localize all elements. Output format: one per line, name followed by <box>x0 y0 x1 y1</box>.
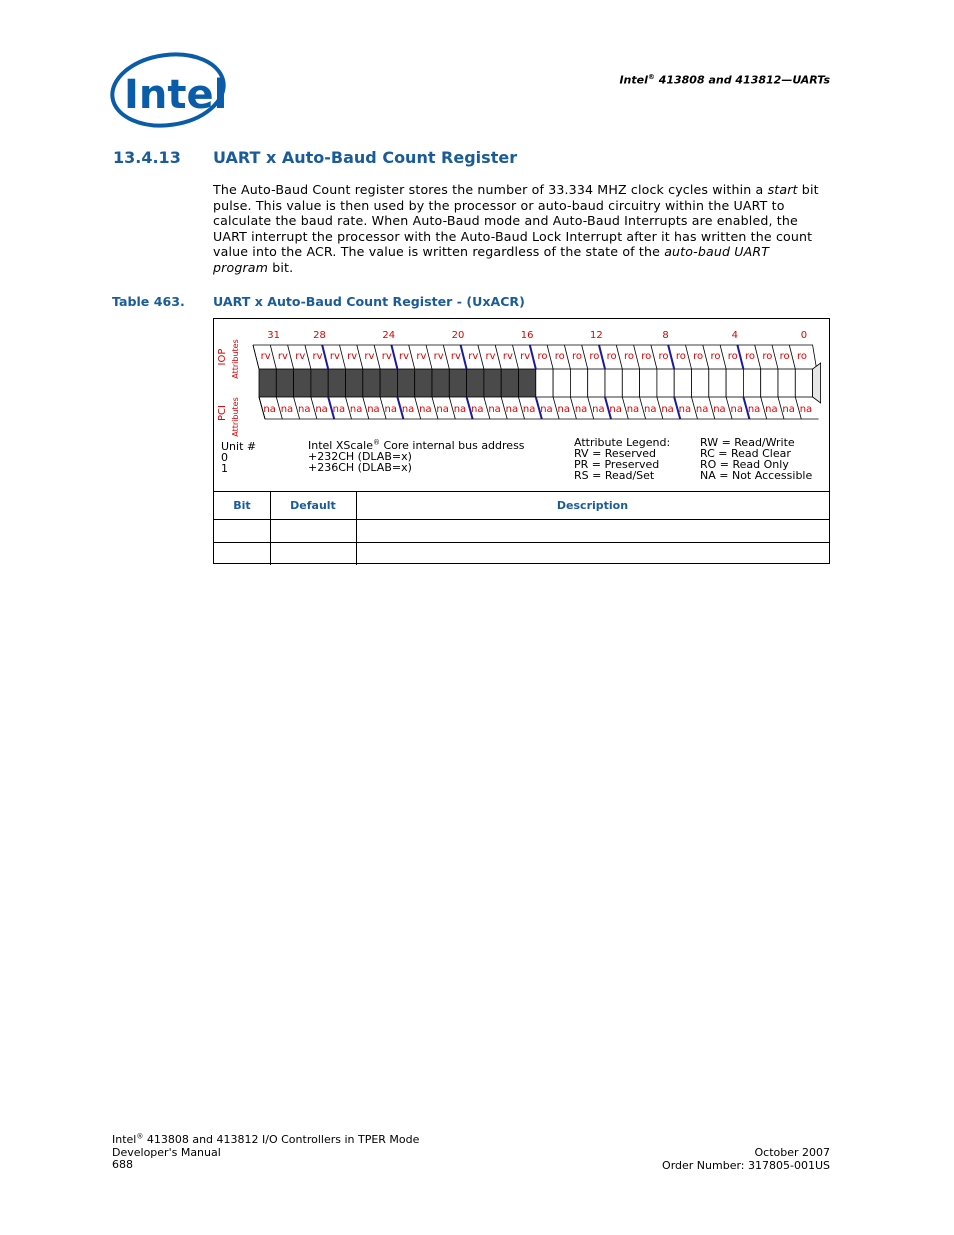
bit-cell <box>259 369 276 397</box>
iop-attribute: rv <box>312 351 323 362</box>
bit-connector-top <box>668 345 674 369</box>
bit-cell <box>397 369 414 397</box>
bit-cell <box>363 369 380 397</box>
bit-connector-top <box>564 345 570 369</box>
iop-attribute: ro <box>589 351 600 362</box>
bit-connector-top <box>634 345 640 369</box>
bit-connector-top <box>582 345 588 369</box>
iop-attribute: rv <box>364 351 375 362</box>
bit-connector-top <box>755 345 761 369</box>
bit-connector-top <box>409 345 415 369</box>
bit-connector-top <box>495 345 501 369</box>
pci-attribute: na <box>695 404 709 415</box>
address-legend: Intel XScale® Core internal bus address +232CH (DLAB=x) +236CH (DLAB=x) <box>308 438 525 474</box>
bit-number-label: 12 <box>589 330 603 341</box>
bit-cell <box>726 369 743 397</box>
pci-attribute: na <box>574 404 588 415</box>
iop-attribute: ro <box>745 351 756 362</box>
pci-attribute: na <box>349 404 363 415</box>
pci-attributes-label: Attributes <box>231 397 240 437</box>
bit-cell <box>346 369 363 397</box>
pci-attribute: na <box>401 404 415 415</box>
pci-attribute: na <box>678 404 692 415</box>
pci-attribute: na <box>367 404 380 415</box>
bit-connector-top <box>513 345 519 369</box>
bit-connector-top <box>374 345 380 369</box>
bit-connector-top <box>772 345 778 369</box>
pci-attribute: na <box>315 404 328 415</box>
bit-cell <box>484 369 501 397</box>
bit-cell <box>553 369 570 397</box>
pci-attribute: na <box>522 404 536 415</box>
bit-connector-top <box>737 345 743 369</box>
bit-number-label: 28 <box>313 330 326 341</box>
body-paragraph: The Auto-Baud Count register stores the number of 33.334 MHZ clock cycles within a start bit pulse. This value is then used by the processor or auto-baud circuitry within the UART to calculate the baud rate. When Auto-Baud mode and Auto-Baud Interrupts are enabled, the UART interrupt the processor with the Auto-Baud Lock Interrupt after it has written the count value into the ACR. The value is written regardless of the state of the auto-baud UART program bit. <box>213 182 819 275</box>
bit-connector-top <box>270 345 276 369</box>
pci-attribute: na <box>471 404 484 415</box>
bit-cell <box>432 369 449 397</box>
table-row-divider <box>214 542 829 543</box>
iop-attribute: ro <box>623 351 634 362</box>
bit-connector-top <box>426 345 432 369</box>
bit-connector-top <box>530 345 536 369</box>
pci-attribute: na <box>747 404 761 415</box>
pci-attribute: na <box>419 404 432 415</box>
bit-connector-top <box>616 345 622 369</box>
iop-attribute: ro <box>606 351 617 362</box>
column-header-default: Default <box>290 499 336 512</box>
iop-attribute: ro <box>727 351 738 362</box>
bit-number-label: 31 <box>267 330 281 341</box>
pci-attribute: na <box>540 404 553 415</box>
bit-cell <box>674 369 691 397</box>
bit-cell <box>795 369 812 397</box>
bit-cell <box>588 369 605 397</box>
bit-cell <box>449 369 466 397</box>
bit-connector-top <box>720 345 726 369</box>
bit-connector-top <box>288 345 294 369</box>
bit-cell <box>692 369 709 397</box>
bit-cell <box>415 369 432 397</box>
pci-attribute: na <box>592 404 605 415</box>
iop-attribute: rv <box>485 351 496 362</box>
bit-connector-top <box>253 345 259 369</box>
column-divider <box>270 491 271 565</box>
register-table <box>213 318 830 564</box>
bit-cell <box>501 369 518 397</box>
intel-logo-text: Intel <box>124 72 228 118</box>
pci-attribute: na <box>713 404 726 415</box>
iop-attribute: rv <box>399 351 410 362</box>
bit-connector-top <box>651 345 657 369</box>
iop-attribute: ro <box>710 351 721 362</box>
pci-label: PCI <box>217 405 228 421</box>
iop-attribute: ro <box>779 351 790 362</box>
footer-right: October 2007 Order Number: 317805-001US <box>662 1146 830 1172</box>
bit-cell <box>536 369 553 397</box>
bit-number-label: 4 <box>731 330 738 341</box>
iop-attribute: rv <box>450 351 461 362</box>
table-label: Table 463. <box>112 294 185 309</box>
bit-cell <box>294 369 311 397</box>
pci-attribute: na <box>557 404 570 415</box>
bit-number-label: 16 <box>520 330 534 341</box>
iop-attribute: rv <box>468 351 479 362</box>
bit-connector-top <box>443 345 449 369</box>
bit-cell <box>640 369 657 397</box>
pci-attribute: na <box>453 404 467 415</box>
column-header-bit: Bit <box>233 499 251 512</box>
table-caption <box>112 294 525 309</box>
iop-attribute: ro <box>537 351 548 362</box>
bit-connector-top <box>461 345 467 369</box>
pci-attribute: na <box>263 404 276 415</box>
pci-attribute: na <box>332 404 346 415</box>
bit-cell <box>328 369 345 397</box>
footer-left: Intel® 413808 and 413812 I/O Controllers in TPER Mode Developer's Manual 688 <box>112 1132 420 1171</box>
page-number: 688 <box>112 1158 133 1171</box>
iop-attribute: rv <box>295 351 306 362</box>
section-title: UART x Auto-Baud Count Register <box>213 148 518 167</box>
pci-attribute: na <box>609 404 622 415</box>
bit-cell <box>743 369 760 397</box>
bit-number-label: 0 <box>800 330 808 341</box>
pci-attribute: na <box>280 404 294 415</box>
bit-number-label: 24 <box>382 330 396 341</box>
iop-attribute: ro <box>796 351 807 362</box>
bit-cell <box>276 369 293 397</box>
attribute-legend-right: RW = Read/Write RC = Read Clear RO = Read Only NA = Not Accessible <box>700 436 813 482</box>
iop-attribute: rv <box>520 351 531 362</box>
iop-attribute: rv <box>277 351 288 362</box>
column-header-description: Description <box>556 499 629 512</box>
iop-attribute: rv <box>433 351 444 362</box>
bit-connector-top <box>703 345 709 369</box>
bit-cell <box>519 369 536 397</box>
pci-attribute: na <box>644 404 657 415</box>
table-title: UART x Auto-Baud Count Register - (UxACR) <box>213 294 525 309</box>
bit-number-label: 8 <box>662 330 669 341</box>
pci-attribute: na <box>765 404 778 415</box>
pci-attribute: na <box>436 404 449 415</box>
table-row-divider <box>214 519 829 520</box>
iop-attribute: ro <box>693 351 704 362</box>
iop-attribute: rv <box>381 351 392 362</box>
bit-connector-top <box>599 345 605 369</box>
bit-connector-top <box>322 345 328 369</box>
unit-legend: Unit # 0 1 <box>221 440 257 475</box>
table-header-row <box>214 491 829 519</box>
pci-attribute: na <box>730 404 743 415</box>
pci-attribute: na <box>505 404 519 415</box>
bit-cell <box>570 369 587 397</box>
bit-connector-top <box>391 345 397 369</box>
iop-attribute: rv <box>347 351 358 362</box>
bit-band-side <box>813 363 821 403</box>
bit-number-label: 20 <box>451 330 465 341</box>
iop-label: IOP <box>217 348 228 366</box>
iop-attribute: ro <box>762 351 773 362</box>
bit-connector-top <box>547 345 553 369</box>
bit-cell <box>622 369 639 397</box>
pci-attribute: na <box>782 404 795 415</box>
pci-attribute: na <box>298 404 311 415</box>
iop-attribute: rv <box>502 351 513 362</box>
iop-attribute: rv <box>416 351 427 362</box>
bit-cell <box>778 369 795 397</box>
iop-attribute: ro <box>658 351 669 362</box>
intel-logo <box>110 50 228 130</box>
bit-connector-top <box>686 345 692 369</box>
bit-cell <box>311 369 328 397</box>
bit-connector-top <box>478 345 484 369</box>
iop-attribute: rv <box>329 351 340 362</box>
bit-connector-top <box>789 345 795 369</box>
bit-cell <box>605 369 622 397</box>
iop-attribute: ro <box>572 351 583 362</box>
bit-connector-top <box>357 345 363 369</box>
bit-cell <box>380 369 397 397</box>
iop-attribute: ro <box>675 351 686 362</box>
section-number: 13.4.13 <box>113 148 181 167</box>
bit-cell <box>467 369 484 397</box>
iop-attribute: ro <box>554 351 565 362</box>
iop-attribute: rv <box>260 351 271 362</box>
attribute-legend-left: Attribute Legend: RV = Reserved PR = Preserved RS = Read/Set <box>574 436 671 482</box>
iop-attribute: ro <box>641 351 652 362</box>
iop-attributes-label: Attributes <box>231 339 240 379</box>
running-header: Intel® 413808 and 413812—UARTs <box>619 73 830 87</box>
section-heading <box>113 148 517 167</box>
bit-connector-top <box>305 345 311 369</box>
pci-attribute: na <box>626 404 640 415</box>
pci-attribute: na <box>661 404 674 415</box>
bit-cell <box>657 369 674 397</box>
bit-cell <box>709 369 726 397</box>
column-divider <box>356 491 357 565</box>
pci-attribute: na <box>384 404 397 415</box>
pci-attribute: na <box>488 404 501 415</box>
bit-cell <box>761 369 778 397</box>
pci-attribute: na <box>799 404 813 415</box>
bit-connector-top <box>340 345 346 369</box>
